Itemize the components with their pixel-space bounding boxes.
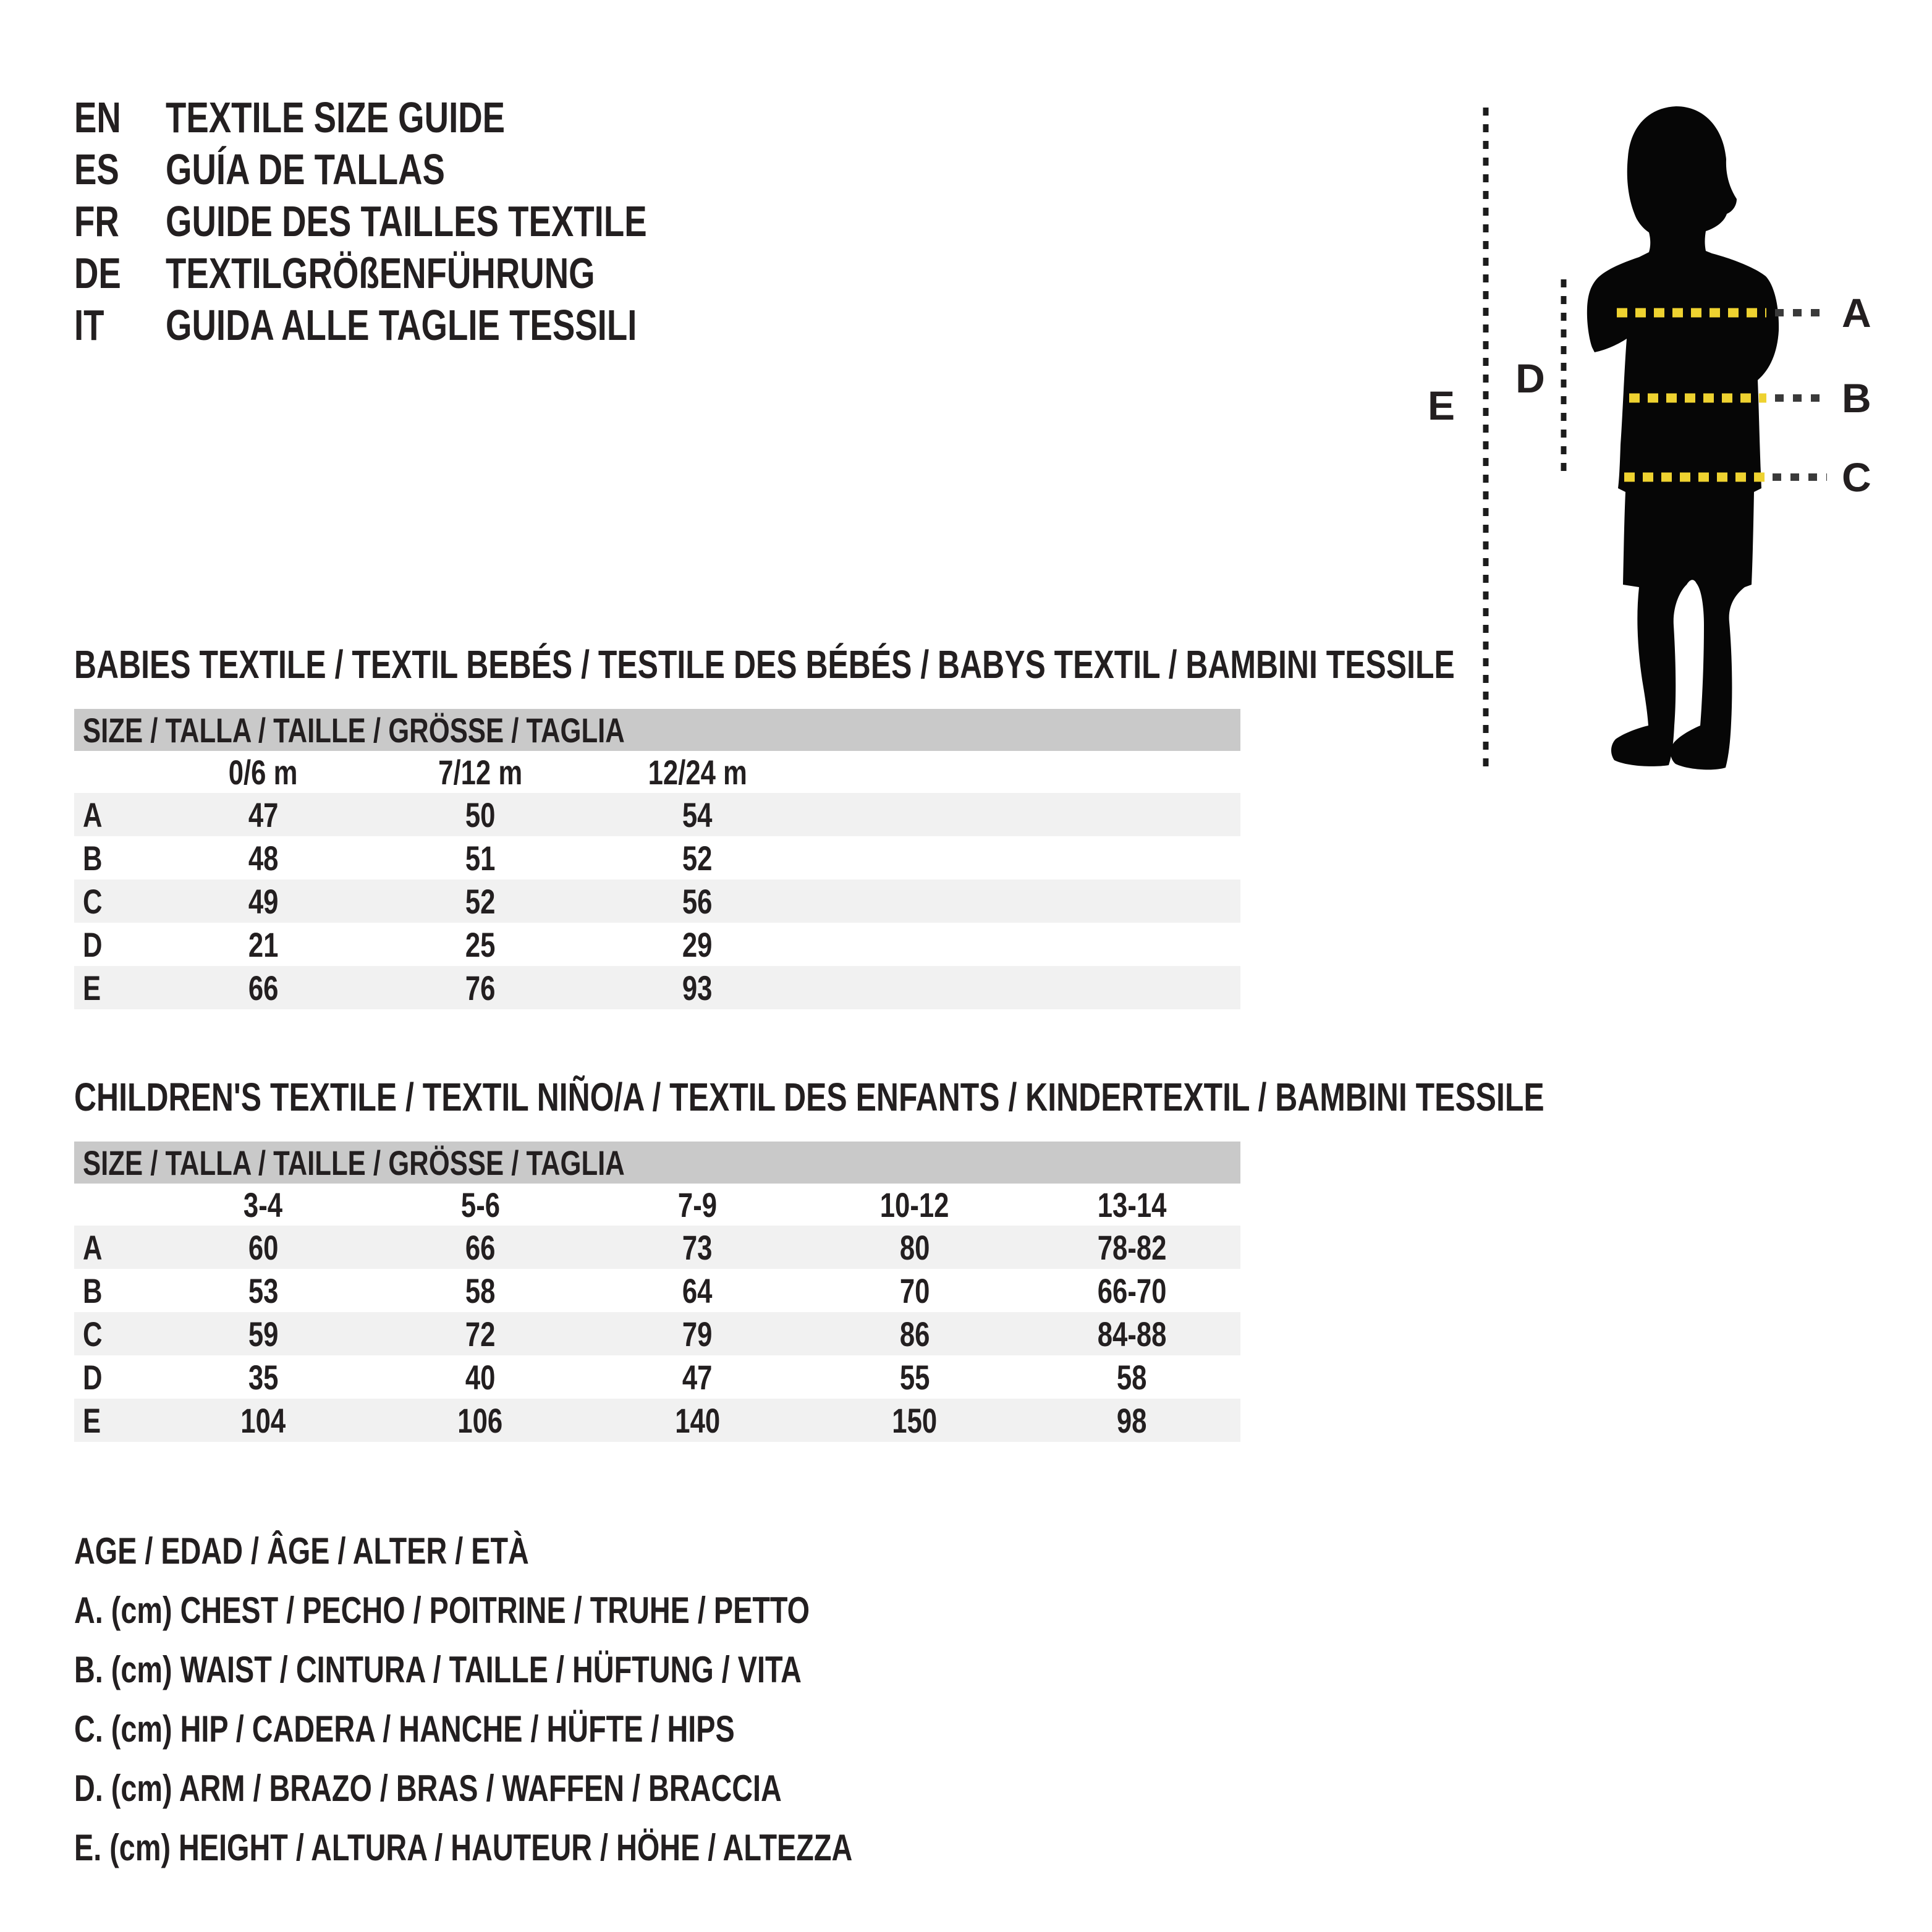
table-row (74, 1269, 1240, 1312)
table-row (74, 1399, 1240, 1442)
cell: 52 (682, 838, 713, 878)
cell: 150 (892, 1400, 938, 1440)
cell: 76 (465, 968, 496, 1007)
babies-size-header-band (74, 709, 1240, 751)
cell: 50 (465, 795, 496, 834)
lang-code: FR (74, 197, 119, 245)
size-header-label: SIZE / TALLA / TAILLE / GRÖSSE / TAGLIA (83, 710, 625, 750)
table-row (74, 793, 1240, 836)
column-header: 12/24 m (648, 752, 747, 792)
cell: 86 (899, 1314, 930, 1354)
cell: 80 (899, 1227, 930, 1267)
cell: 51 (465, 838, 496, 878)
cell: 35 (248, 1357, 278, 1397)
row-label: B (83, 1271, 103, 1310)
row-label: B (83, 838, 103, 878)
cell: 58 (1116, 1357, 1147, 1397)
cell: 40 (465, 1357, 496, 1397)
cell: 104 (240, 1400, 286, 1440)
cell: 52 (465, 881, 496, 921)
guide-title: GUIDE DES TAILLES TEXTILE (166, 197, 647, 245)
legend-waist: B. (cm) WAIST / CINTURA / TAILLE / HÜFTUNG / VITA (74, 1649, 802, 1690)
column-header: 13-14 (1097, 1185, 1167, 1224)
cell: 47 (682, 1357, 713, 1397)
table-row (74, 923, 1240, 966)
cell: 60 (248, 1227, 278, 1267)
babies-size-table (74, 709, 1240, 1009)
cell: 140 (675, 1400, 720, 1440)
lang-code: IT (74, 301, 104, 349)
cell: 84-88 (1097, 1314, 1167, 1354)
cell: 72 (465, 1314, 496, 1354)
cell: 106 (457, 1400, 503, 1440)
column-header: 10-12 (880, 1185, 949, 1224)
size-header-label: SIZE / TALLA / TAILLE / GRÖSSE / TAGLIA (83, 1143, 625, 1182)
lang-code: EN (74, 93, 121, 142)
cell: 78-82 (1097, 1227, 1167, 1267)
table-row (74, 1355, 1240, 1399)
table-row (74, 836, 1240, 879)
table-row (74, 966, 1240, 1009)
cell: 73 (682, 1227, 713, 1267)
cell: 49 (248, 881, 278, 921)
marker-label-d: D (1515, 355, 1545, 401)
legend-chest: A. (cm) CHEST / PECHO / POITRINE / TRUHE / PETTO (74, 1590, 810, 1631)
legend-age: AGE / EDAD / ÂGE / ALTER / ETÀ (74, 1530, 529, 1572)
cell: 58 (465, 1271, 496, 1310)
cell: 64 (682, 1271, 713, 1310)
babies-column-header-row (74, 751, 1240, 793)
marker-label-b: B (1842, 375, 1871, 421)
guide-title: GUÍA DE TALLAS (166, 145, 445, 193)
row-label: C (83, 1314, 103, 1354)
children-column-header-row (74, 1184, 1240, 1226)
cell: 47 (248, 795, 278, 834)
guide-title: TEXTILE SIZE GUIDE (166, 93, 506, 142)
cell: 93 (682, 968, 713, 1007)
legend-arm: D. (cm) ARM / BRAZO / BRAS / WAFFEN / BRACCIA (74, 1768, 782, 1809)
cell: 21 (248, 925, 278, 964)
column-header: 5-6 (460, 1185, 500, 1224)
column-header: 7/12 m (438, 752, 523, 792)
legend-hip: C. (cm) HIP / CADERA / HANCHE / HÜFTE / HIPS (74, 1708, 735, 1750)
marker-label-a: A (1842, 290, 1871, 336)
cell: 25 (465, 925, 496, 964)
cell: 66-70 (1097, 1271, 1167, 1310)
cell: 59 (248, 1314, 278, 1354)
legend-height: E. (cm) HEIGHT / ALTURA / HAUTEUR / HÖHE / ALTEZZA (74, 1827, 853, 1868)
row-label: C (83, 881, 103, 921)
marker-label-e: E (1427, 383, 1455, 428)
children-section-heading: CHILDREN'S TEXTILE / TEXTIL NIÑO/A / TEXTIL DES ENFANTS / KINDERTEXTIL / BAMBINI TESSILE (74, 1075, 1544, 1119)
cell: 55 (899, 1357, 930, 1397)
row-label: E (83, 1400, 101, 1440)
lang-code: DE (74, 249, 121, 297)
table-row (74, 1312, 1240, 1355)
table-row (74, 879, 1240, 923)
cell: 70 (899, 1271, 930, 1310)
cell: 54 (682, 795, 713, 834)
cell: 29 (682, 925, 713, 964)
cell: 48 (248, 838, 278, 878)
row-label: A (83, 795, 103, 834)
column-header: 0/6 m (228, 752, 298, 792)
table-row (74, 1226, 1240, 1269)
row-label: A (83, 1227, 103, 1267)
babies-section-heading: BABIES TEXTILE / TEXTIL BEBÉS / TESTILE DES BÉBÉS / BABYS TEXTIL / BAMBINI TESSILE (74, 642, 1455, 687)
cell: 98 (1116, 1400, 1147, 1440)
measurement-legend (74, 1522, 1072, 1878)
row-label: D (83, 925, 103, 964)
children-size-table (74, 1142, 1240, 1442)
lang-code: ES (74, 145, 119, 193)
row-label: D (83, 1357, 103, 1397)
children-size-header-band (74, 1142, 1240, 1184)
cell: 66 (248, 968, 278, 1007)
guide-title: TEXTILGRÖßENFÜHRUNG (166, 249, 595, 297)
cell: 53 (248, 1271, 278, 1310)
cell: 79 (682, 1314, 713, 1354)
column-header: 3-4 (244, 1185, 283, 1224)
marker-label-c: C (1842, 454, 1871, 500)
column-header: 7-9 (677, 1185, 718, 1224)
cell: 66 (465, 1227, 496, 1267)
row-label: E (83, 968, 101, 1007)
guide-title: GUIDA ALLE TAGLIE TESSILI (166, 301, 637, 349)
cell: 56 (682, 881, 713, 921)
